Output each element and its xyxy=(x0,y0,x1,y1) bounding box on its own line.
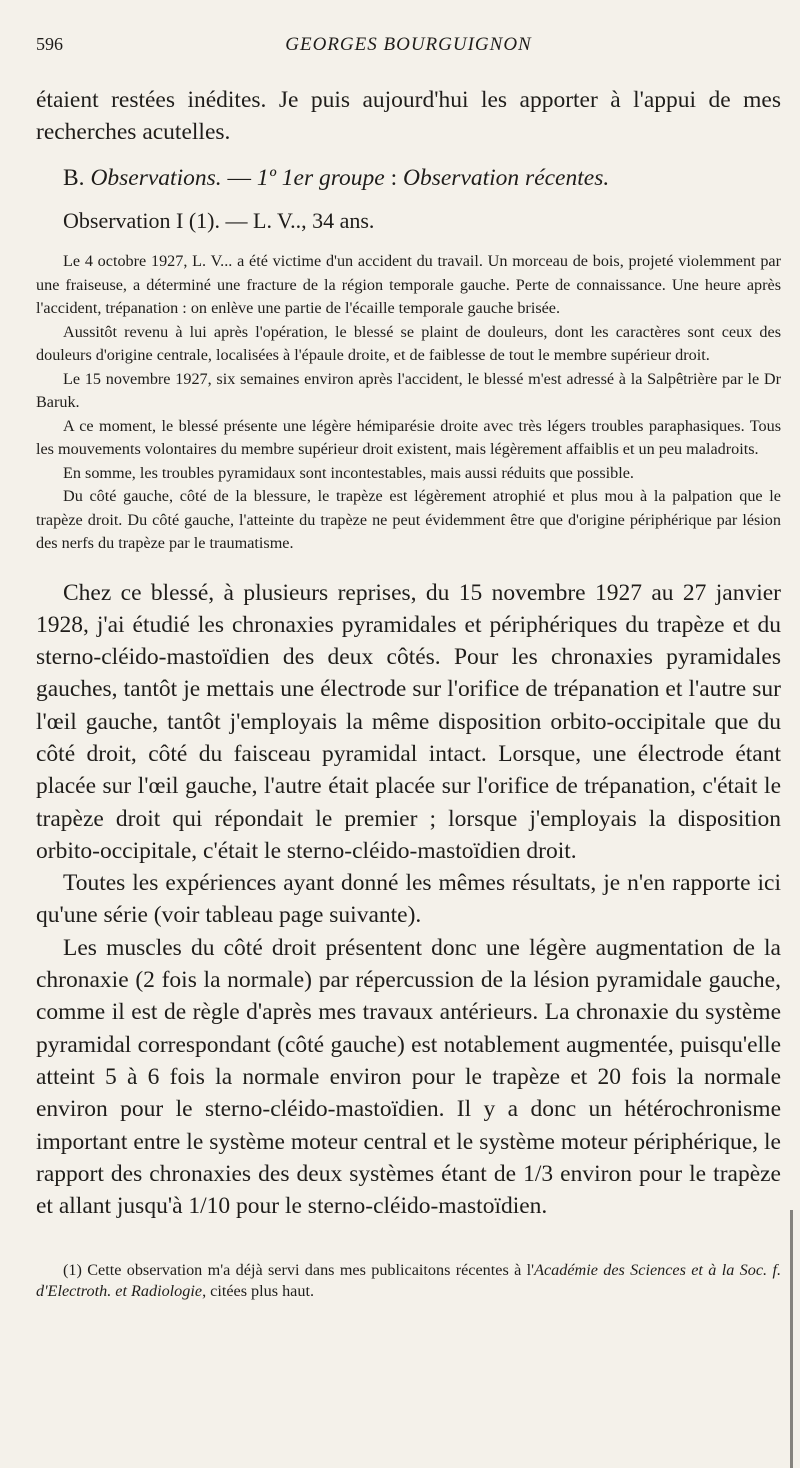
case-paragraph-1: Le 4 octobre 1927, L. V... a été victime d'un accident du travail. Un morceau de bois, projeté violemment par une fraiseuse, a déterminé une fracture de la région temporale gauche. Perte de connaissance. Une heure après l'accident, trépanation : on enlève une partie de l'écaille temporale gauche brisée. xyxy=(36,252,781,317)
section-heading xyxy=(63,162,781,194)
case-paragraph-2: Aussitôt revenu à lui après l'opération, le blessé se plaint de douleurs, dont les caractères sont ceux des douleurs d'origine centrale, localisées à l'épaule droite, et de faiblesse de tout le membre supérieur droit. xyxy=(36,322,781,364)
section-observations: Observations. xyxy=(90,165,222,191)
footnote-mid: et xyxy=(685,1261,709,1280)
case-paragraph-4: A ce moment, le blessé présente une légère hémiparésie droite avec très légers troubles paraphasiques. Tous les mouvements volontaires du membre supérieur droit existent, mais légèrement affaiblis et un peu maladroits. xyxy=(36,416,781,458)
footnote-lead: (1) Cette observation m'a déjà servi dans mes publicaitons récentes à l' xyxy=(63,1261,535,1280)
book-page xyxy=(36,30,781,1302)
main-paragraph-2: Toutes les expériences ayant donné les mêmes résultats, je n'en rapporte ici qu'une série (voir tableau page suivante). xyxy=(36,870,781,929)
running-head: GEORGES BOURGUIGNON xyxy=(285,34,532,55)
main-text xyxy=(36,577,781,1223)
section-colon: : xyxy=(390,165,398,191)
footnote-society: à la Soc. f. d'Electroth. et Radiologie xyxy=(36,1261,781,1301)
main-paragraph-3: Les muscles du côté droit présentent donc une légère augmentation de la chronaxie (2 fois la normale) par répercussion de la lésion pyramidale gauche, comme il est de règle d'après mes travaux antérieurs. La chronaxie du système pyramidal correspondant (côté gauche) est notablement augmentée, puisqu'elle atteint 5 à 6 fois la normale environ pour le trapèze et 20 fois la normale environ pour le sterno-cléido-mastoïdien. Il y a donc un hétérochronisme important entre le système moteur central et le système moteur périphérique, le rapport des chronaxies des deux systèmes étant de 1/3 environ pour le trapèze et allant jusqu'à 1/10 pour le sterno-cléido-mastoïdien. xyxy=(36,934,781,1220)
section-dash: — xyxy=(227,165,252,191)
case-description xyxy=(36,250,781,556)
case-title: Observation I (1). — L. V.., 34 ans. xyxy=(63,208,375,233)
main-paragraph-1: Chez ce blessé, à plusieurs reprises, du 15 novembre 1927 au 27 janvier 1928, j'ai étudié les chronaxies pyramidales et périphériques du trapèze et du sterno-cléido-mastoïdien des deux côtés. Pour les chronaxies pyramidales gauches, tantôt je mettais une électrode sur l'orifice de trépanation et l'autre sur l'œil gauche, tantôt j'employais la même disposition orbito-occipitale que du côté droit, côté du faisceau pyramidal intact. Lorsque, une électrode étant placée sur l'œil gauche, l'autre était placée sur l'orifice de trépanation, c'était le trapèze droit qui répondait le premier ; lorsque j'employais la disposition orbito-occipitale, c'était le sterno-cléido-mastoïdien droit. xyxy=(36,579,781,864)
footnote-tail: , citées plus haut. xyxy=(202,1282,314,1301)
section-recent: Observation récentes. xyxy=(403,165,610,191)
section-letter: B. xyxy=(63,165,85,191)
case-paragraph-6: Du côté gauche, côté de la blessure, le trapèze est légèrement atrophié et plus mou à la palpation que le trapèze droit. Du côté gauche, l'atteinte du trapèze ne peut évidemment être que d'origine périphérique par lésion des nerfs du trapèze par le traumatisme. xyxy=(36,487,781,552)
footnotes xyxy=(36,1260,781,1302)
intro-paragraph: étaient restées inédites. Je puis aujourd'hui les apporter à l'appui de mes recherches acutelles. xyxy=(36,87,781,145)
scan-edge-mark xyxy=(790,1210,793,1468)
case-paragraph-5: En somme, les troubles pyramidaux sont incontestables, mais aussi réduits que possible. xyxy=(63,463,634,482)
page-header xyxy=(36,30,781,60)
footnote-1 xyxy=(36,1260,781,1302)
page-number: 596 xyxy=(36,34,63,54)
case-paragraph-3: Le 15 novembre 1927, six semaines environ après l'accident, le blessé m'est adressé à la Salpêtrière par le Dr Baruk. xyxy=(36,369,781,411)
footnote-academie: Académie des Sciences xyxy=(534,1261,686,1280)
section-group: 1º 1er groupe xyxy=(256,165,385,191)
